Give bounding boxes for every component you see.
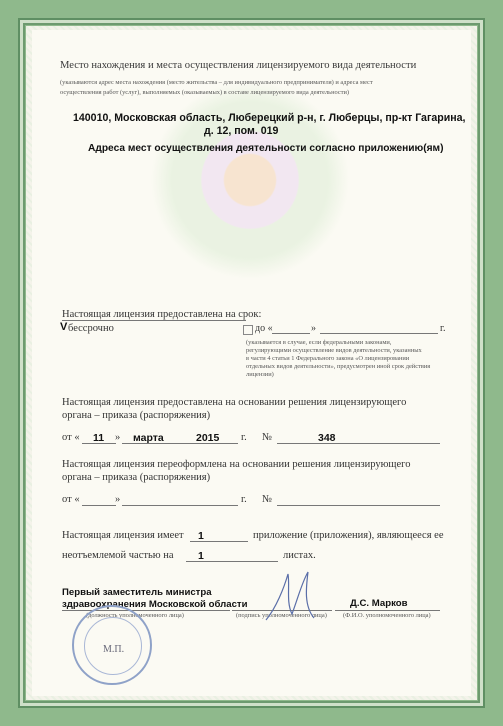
signer-position-1: Первый заместитель министра: [62, 587, 212, 598]
attachments-sheets-label: листах.: [283, 550, 316, 561]
reissue-day-line: [82, 505, 116, 506]
term-note-2: регулирующими осуществление видов деятельности, указанных: [246, 347, 422, 354]
basis-number-line: [277, 443, 440, 444]
basis-number-label: №: [262, 432, 273, 443]
term-quote-close: »: [311, 323, 316, 334]
signer-name: Д.С. Марков: [350, 598, 408, 609]
handwritten-signature: [258, 568, 328, 628]
term-note-5: лицензии): [246, 371, 274, 378]
until-month-line: [320, 333, 438, 334]
signer-position-2: здравоохранения Московской области: [62, 599, 248, 610]
basis-number: 348: [318, 432, 336, 444]
guilloche-rosette: [150, 80, 350, 280]
attachments-sheets: 1: [198, 550, 204, 562]
signer-name-line: [335, 610, 440, 611]
attachments-appendix: приложение (приложения), являющееся ее: [253, 530, 444, 541]
signer-position-line: [62, 610, 230, 611]
reissue-from: от «: [62, 494, 80, 505]
term-year-suffix: г.: [440, 323, 446, 334]
until-checkbox: [243, 325, 253, 335]
reissue-line-2: органа – приказа (распоряжения): [62, 472, 211, 483]
attachments-has: Настоящая лицензия имеет: [62, 530, 184, 541]
term-unlimited: бессрочно: [68, 323, 114, 334]
places-note: Адреса мест осуществления деятельности согласно приложению(ям): [88, 143, 444, 154]
term-note-4: отдельных видов деятельности», предусмотрен иной срок действия: [246, 363, 431, 370]
basis-line-1: Настоящая лицензия предоставлена на основании решения лицензирующего: [62, 397, 407, 408]
reissue-year-suffix: г.: [241, 494, 247, 505]
sign-caption: (подпись уполномоченного лица): [236, 612, 327, 619]
until-day-line: [272, 333, 310, 334]
term-until: до «: [255, 323, 273, 334]
basis-day: 11: [93, 432, 105, 444]
term-note-1: (указывается в случае, если федеральными законами,: [246, 339, 392, 346]
term-label: Настоящая лицензия предоставлена на срок:: [62, 309, 262, 320]
basis-from: от «: [62, 432, 80, 443]
basis-year-suffix: г.: [241, 432, 247, 443]
seal-place-label: М.П.: [103, 644, 125, 655]
basis-close: »: [115, 432, 121, 443]
checkmark: V: [60, 321, 68, 333]
basis-month: марта: [133, 432, 164, 444]
position-caption: (должность уполномоченного лица): [86, 612, 184, 619]
reissue-number-label: №: [262, 494, 273, 505]
address-line-2: д. 12, пом. 019: [204, 125, 279, 137]
term-underline: [62, 320, 246, 321]
reissue-close: »: [115, 494, 121, 505]
term-note-3: в части 4 статьи 1 Федерального закона «О лицензировании: [246, 355, 410, 362]
basis-year: 2015: [196, 432, 220, 444]
address-line-1: 140010, Московская область, Люберецкий р-н, г. Люберцы, пр-кт Гагарина,: [73, 112, 466, 124]
section-note-1: (указываются адрес места нахождения (место жительства – для индивидуального предпринимателя) и адреса мест: [60, 79, 373, 86]
reissue-line-1: Настоящая лицензия переоформлена на основании решения лицензирующего: [62, 459, 411, 470]
attachments-integral: неотъемлемой частью на: [62, 550, 174, 561]
section-note-2: осуществления работ (услуг), выполняемых (оказываемых) в составе лицензируемого вида деятельности): [60, 89, 350, 96]
reissue-number-line: [277, 505, 440, 506]
basis-line-2: органа – приказа (распоряжения): [62, 410, 211, 421]
attachments-count: 1: [198, 530, 204, 542]
name-caption: (Ф.И.О. уполномоченного лица): [343, 612, 431, 619]
section-title: Место нахождения и места осуществления лицензируемого вида деятельности: [60, 60, 417, 71]
reissue-date-line: [122, 505, 238, 506]
